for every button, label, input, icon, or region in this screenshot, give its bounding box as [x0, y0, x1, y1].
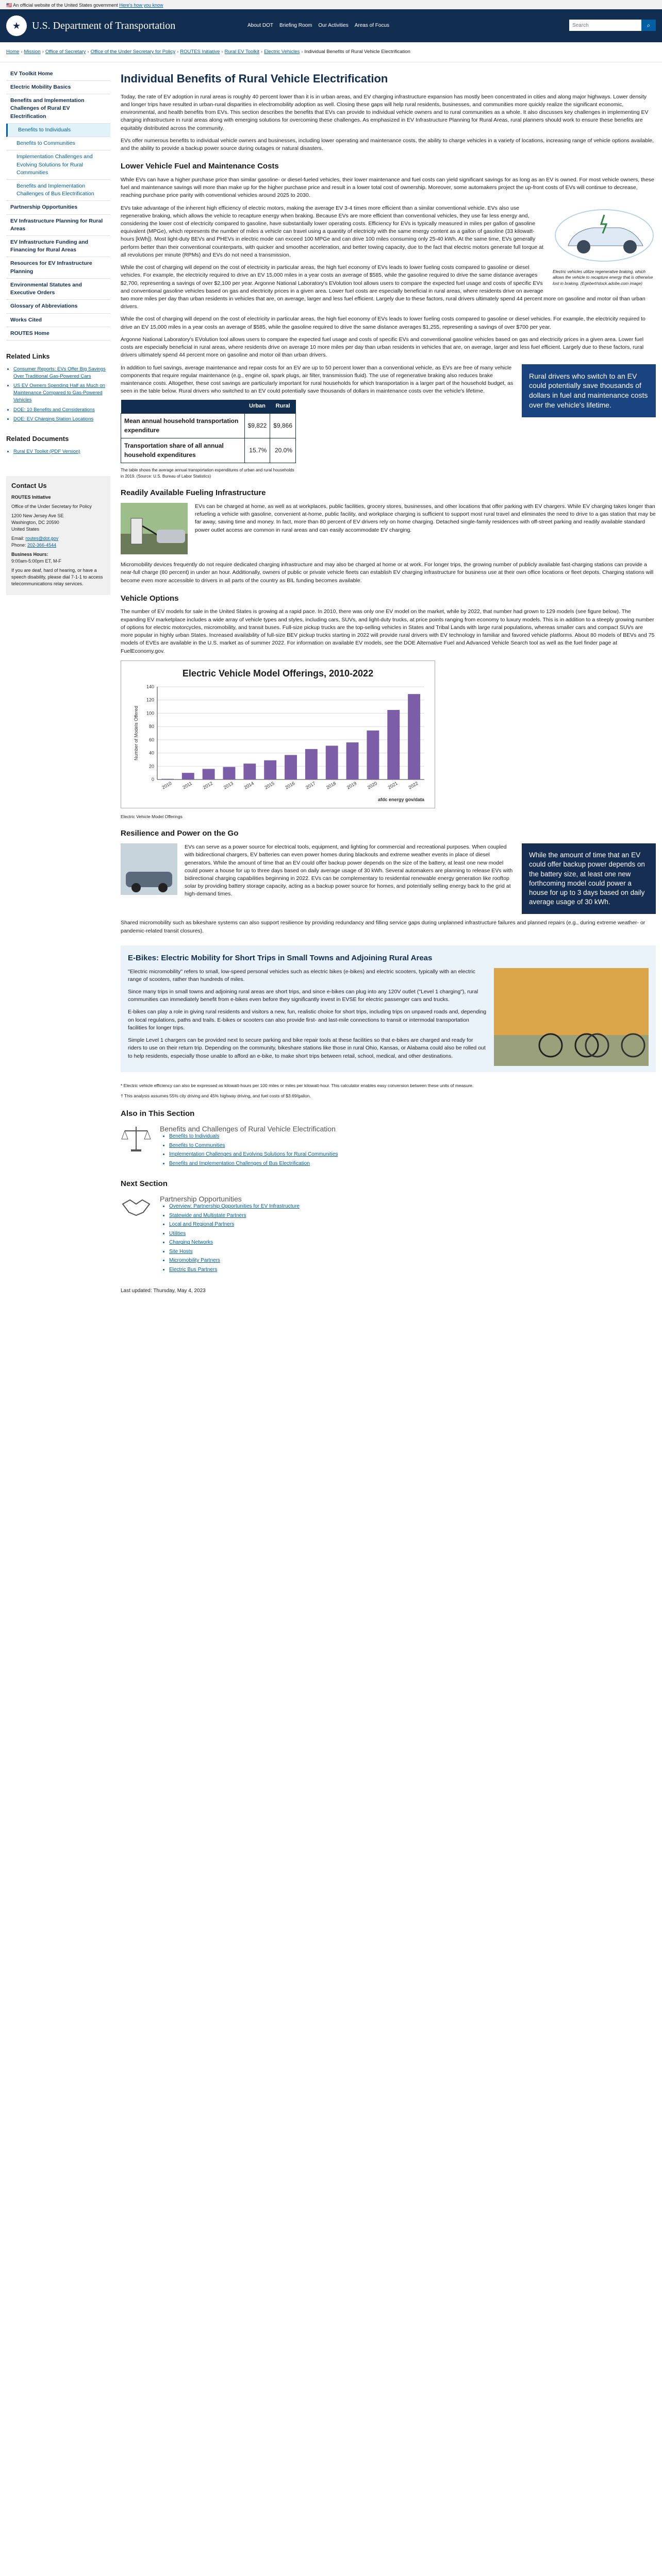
x-tick-label: 2019 — [345, 780, 358, 790]
costs-paragraph-3: While the cost of charging will depend on the cost of electricity in particular areas, the high fuel economy of EVs leads to lower fueling costs compared to gasoline or diesel vehicles. For example, the electricity required to drive an EV 15,000 miles in a year costs an average of $585, while the gasoline required to drive the same distance averages $2,700, representing a savings of over $2,100 per year. Argonne National Laboratory's EVolution tool allows users to compare the expected fuel usage and costs of specific EVs and conventional gasoline vehicles based on gas and electricity prices in a given area. Lower fuel costs are especially beneficial in rural areas, where residents drive on average two more miles per day than urban residents in vehicles that are, on average, larger and less fuel efficient. Largely due to these factors, rural drivers ultimately spend 44 percent more on gasoline and motor oil than urban drivers. — [121, 264, 646, 310]
breadcrumb-item: Individual Benefits of Rural Vehicle Electrification — [304, 49, 410, 55]
ebike-paragraph-3: E-bikes can play a role in giving rural residents and visitors a new, fun, realistic choice for short trips, including trips on unpaved roads and, depending on local regulations, paths and trails. E-bikes or scooters can also provide first- and last-mile connections to transit or intermodal transportation facilities for longer trips. — [128, 1009, 487, 1031]
intro-paragraph-2: EVs offer numerous benefits to individual vehicle owners and businesses, including lower operating and maintenance costs, the ability to charge vehicles in a variety of locations, increasing range of vehicle options available, and the ability to provide a backup power source during outages or natural disasters. — [121, 137, 654, 151]
chart-bar — [243, 764, 256, 779]
handshake-icon — [121, 1194, 152, 1219]
x-tick-label: 2011 — [181, 781, 193, 790]
main-content — [110, 62, 656, 1295]
chart-bar — [367, 731, 379, 779]
section-title-resilience: Resilience and Power on the Go — [121, 829, 239, 838]
breadcrumb-item[interactable]: Home — [6, 49, 20, 55]
ebike-title: E-Bikes: Electric Mobility for Short Trips in Small Towns and Adjoining Rural Areas — [128, 953, 433, 962]
contact-org: ROUTES Initiative — [11, 494, 51, 500]
agency-name[interactable]: U.S. Department of Transportation — [32, 20, 176, 31]
x-tick-label: 2014 — [243, 780, 255, 790]
sidebar-item[interactable]: Benefits to Communities — [6, 137, 110, 150]
search-button[interactable] — [641, 20, 656, 31]
dot-seal-icon[interactable]: ★ — [6, 15, 27, 36]
col-rural: Rural — [270, 400, 296, 413]
sidebar-item[interactable]: Implementation Challenges and Evolving Solutions for Rural Communities — [6, 150, 110, 180]
sidebar-nav — [6, 67, 110, 341]
contact-tty: If you are deaf, hard of hearing, or have a speech disability, please dial 7-1-1 to access telecommunications relay services. — [11, 568, 103, 587]
x-tick-label: 2013 — [222, 780, 235, 790]
chart-title: Electric Vehicle Model Offerings, 2010-2022 — [182, 668, 374, 679]
regen-braking-caption: Electric vehicles utilize regenerative braking, which allows the vehicle to recapture energy that is otherwise lost in braking. (Egebert/stock.adobe.com image) — [553, 269, 653, 286]
table-header-row — [121, 400, 296, 413]
search-input[interactable] — [569, 20, 641, 31]
nav-activities[interactable]: Our Activities — [318, 22, 349, 28]
chart-bar — [264, 760, 276, 779]
breadcrumb — [0, 42, 662, 62]
ebike-paragraph-4: Simple Level 1 chargers can be provided next to secure parking and bike repair tools at these facilities so that e-bikes are charged and ready for riders to use on their return trip. Depending on the community, bikeshare stations like those in rural Ohio, Kansas, or Alabama could also be rolled out to help residents, especially those unable to afford an e-bike, to make short trips between retail, school, medical, and other destinations. — [128, 1037, 486, 1059]
ev-car-illustration — [553, 205, 656, 266]
related-link[interactable]: • US EV Owners Spending Half as Much on Maintenance Compared to Gas-Powered Vehicles — [13, 382, 110, 403]
breadcrumb-separator-icon: › — [42, 49, 44, 55]
chart-bar — [203, 769, 215, 779]
related-docs-list — [6, 448, 110, 455]
breadcrumb-separator-icon: › — [21, 49, 23, 55]
x-tick-label: 2021 — [387, 780, 399, 790]
x-tick-label: 2012 — [202, 780, 214, 790]
scales-icon — [121, 1124, 152, 1153]
fueling-paragraph-1: EVs can be charged at home, as well as at workplaces, public facilities, grocery stores, businesses, and other locations that offer parking with EV chargers. While EV charging takes longer than refueling a vehicle with gasoline, convenient at-home, public facility, and workplace charging is sufficient to support most rural travel and eliminates the need to drive to a gas station that may be far away, saving time and money. In fact, more than 80 percent of EV drivers rely on home charging. Detached single-family residences with off-street parking and readily available standard power outlet access are common in rural areas and can easily accommodate EV charging. — [195, 503, 656, 533]
ebike-image — [494, 968, 649, 1066]
sidebar-item[interactable]: Electric Mobility Basics — [6, 81, 110, 94]
also-link[interactable]: • Benefits to Communities — [169, 1142, 338, 1150]
related-link[interactable]: • DOE: EV Charging Station Locations — [13, 416, 110, 423]
contact-office: Office of the Under Secretary for Policy — [11, 503, 92, 509]
sidebar-item[interactable]: Glossary of Abbreviations — [6, 300, 110, 313]
y-tick-label: 0 — [151, 776, 154, 782]
charging-photo — [121, 503, 188, 557]
ebike-paragraph-2: Since many trips in small towns and adjoining rural areas are short trips, and since e-bikes can plug into any 120V outlet ("Level 1 charging"), rural communities can immediately benefit from e-bikes even before they significantly invest in EVSE for electric passenger cars and trucks. — [128, 989, 478, 1003]
chart-bar — [223, 767, 236, 779]
ebike-paragraph-1: "Electric micromobility" refers to small, low-speed personal vehicles such as electric bikes (e-bikes) and electric scooters, typically with an electric range of scooters, rather than hundreds of miles. — [128, 968, 475, 982]
breadcrumb-item[interactable]: Office of Secretary — [45, 49, 86, 55]
related-docs-title: Related Documents — [6, 435, 69, 443]
resilience-callout: While the amount of time that an EV could offer backup power depends on the battery size, at least one new forthcoming model could power a house for up to 3 days based on daily average usage of 30 kWh. — [522, 843, 656, 914]
next-link[interactable]: • Micromobility Partners — [169, 1257, 300, 1265]
breadcrumb-separator-icon: › — [301, 49, 303, 55]
breadcrumb-separator-icon: › — [87, 49, 89, 55]
intro-paragraph: Today, the rate of EV adoption in rural areas is roughly 40 percent lower than it is in urban areas, and EV charging infrastructure expansion has mostly been concentrated in cities and along major highways. Lower density and longer trips have resulted in urban-rural disparities in electromobility adoption as well. Closing these gaps will help rural residents, businesses, and communities more quickly realize the significant economic, environmental, and health benefits from EVs. This section describes the benefits that EVs can provide to individual vehicle owners and to rural communities as a whole. It also discusses key challenges in implementing EV charging infrastructure in rural areas along with emerging solutions for overcoming these challenges. As emphasized in EV Infrastructure Planning for Rural Areas, rural planners should work to ensure these benefits are equitably distributed across the community. — [121, 93, 649, 131]
next-link[interactable]: • Site Hosts — [169, 1248, 300, 1256]
y-tick-label: 100 — [146, 710, 154, 716]
breadcrumb-item[interactable]: Office of the Under Secretary for Policy — [90, 49, 176, 55]
contact-addr1: 1200 New Jersey Ave SE — [11, 513, 64, 518]
chart-bar — [326, 745, 338, 779]
y-axis-label: Number of Models Offered — [134, 705, 139, 760]
x-tick-label: 2022 — [407, 780, 419, 790]
section-title-options: Vehicle Options — [121, 594, 179, 603]
col-urban: Urban — [244, 400, 270, 413]
sidebar-item[interactable]: Benefits and Implementation Challenges of Bus Electrification — [6, 180, 110, 201]
sidebar-item[interactable]: Benefits to Individuals — [6, 124, 110, 137]
sidebar-item[interactable]: Environmental Statutes and Executive Orders — [6, 279, 110, 300]
resilience-paragraph-2: Shared micromobility such as bikeshare systems can also support resilience by providing redundancy and filling service gaps during unplanned infrastructure failures and planned repairs (e.g., during extreme weather- or pandemic-related transit closures). — [121, 920, 646, 934]
x-tick-label: 2015 — [263, 780, 275, 790]
breadcrumb-item[interactable]: ROUTES Initiative — [180, 49, 220, 55]
related-link[interactable]: • DOE: 10 Benefits and Considerations — [13, 406, 110, 414]
chart-bar — [182, 773, 194, 779]
breadcrumb-item[interactable]: Mission — [24, 49, 41, 55]
x-tick-label: 2010 — [161, 780, 173, 790]
sidebar — [6, 62, 110, 1295]
ebike-box — [121, 945, 656, 1072]
sidebar-item[interactable]: Resources for EV Infrastructure Planning — [6, 257, 110, 278]
also-links — [160, 1133, 338, 1167]
nav-about[interactable]: About DOT — [247, 22, 274, 28]
costs-paragraph-4: While the cost of charging will depend on the cost of electricity in particular areas, the high fuel economy of EVs leads to lower fueling costs compared to gasoline or diesel vehicles. For example, the electricity required to drive an EV 15,000 miles in a year costs an average of $585, while the gasoline required to drive the same distance averages $1,255, representing a savings of over $700 per year. — [121, 316, 646, 330]
breadcrumb-item[interactable]: Electric Vehicles — [264, 49, 300, 55]
sidebar-item[interactable]: Works Cited — [6, 314, 110, 327]
footnote-1: * Electric vehicle efficiency can also be expressed as kilowatt-hours per 100 miles or miles per kilowatt-hour. This calculator enables easy conversion between these units of measure. — [121, 1082, 474, 1088]
nav-focus[interactable]: Areas of Focus — [354, 22, 390, 28]
also-subtitle: Benefits and Challenges of Rural Vehicle Electrification — [160, 1125, 336, 1133]
chart-bar — [285, 755, 297, 779]
contact-country: United States — [11, 526, 40, 532]
next-link[interactable]: • Utilities — [169, 1230, 300, 1238]
also-link[interactable]: • Implementation Challenges and Evolving Solutions for Rural Communities — [169, 1151, 338, 1159]
doc-link[interactable]: • Rural EV Toolkit (PDF Version) — [13, 448, 110, 455]
also-link[interactable]: • Benefits and Implementation Challenges of Bus Electrification — [169, 1160, 338, 1168]
footnote-2: † This analysis assumes 55% city driving and 45% highway driving, and fuel costs of $3.69/gallon. — [121, 1093, 311, 1099]
contact-box: Contact Us ROUTES Initiative Office of the Under Secretary for Policy 1200 New Jersey Ave SE Washington, DC 20590 United States Email: routes@dot.gov Phone: 202-366-4544 Business Hours: 9:00am-5:00pm ET, M-F If you are deaf, hard of hearing, or have a speech disability, please dial 7-1-1 to access telecommunications relay services. — [6, 476, 110, 595]
contact-title: Contact Us — [11, 481, 47, 489]
chart-caption: Electric Vehicle Model Offerings — [121, 814, 183, 819]
sidebar-item[interactable]: EV Toolkit Home — [6, 67, 110, 81]
nav-briefing[interactable]: Briefing Room — [279, 22, 312, 28]
x-tick-label: 2020 — [366, 780, 378, 790]
y-tick-label: 60 — [148, 737, 154, 742]
costs-paragraph-6: In addition to fuel savings, average maintenance and repair costs for an EV are up to 50 percent lower than a conventional vehicle, as EVs are free of many vehicle components that require regular maintenance (e.g., engine oil, spark plugs, air filter, transmission fluid). The use of regenerative braking also reduces brake maintenance costs. Altogether, these cost savings are particularly important for rural households for which transportation is a larger part of the household budget, as seen in the table below. Rural drivers who switched to an EV could potentially save thousands of dollars in maintenance costs over the vehicle's lifetime. — [121, 364, 514, 395]
next-link[interactable]: • Electric Bus Partners — [169, 1266, 300, 1274]
y-tick-label: 80 — [148, 723, 154, 729]
chart-bar — [387, 710, 400, 779]
section-title-costs: Lower Vehicle Fuel and Maintenance Costs — [121, 162, 279, 171]
next-section — [121, 1178, 656, 1275]
how-you-know-link[interactable]: Here's how you know — [119, 3, 163, 8]
next-links — [160, 1203, 300, 1274]
contact-addr2: Washington, DC 20590 — [11, 519, 59, 525]
costs-paragraph-5: Argonne National Laboratory's EVolution tool allows users to compare the expected fuel usage and costs of specific EVs and conventional gasoline vehicles based on gas and electricity prices in a given area. Lower fuel costs are especially beneficial in rural areas, where residents drive on average 10 more miles per day than urban residents in vehicles that are, on average, larger and less fuel efficient. Largely due to these factors, rural drivers ultimately spend 44 percent more on gasoline and motor oil than urban drivers. — [121, 336, 644, 359]
section-title-fueling: Readily Available Fueling Infrastructure — [121, 488, 266, 498]
x-tick-label: 2017 — [305, 780, 317, 790]
sidebar-item[interactable]: Partnership Opportunities — [6, 201, 110, 214]
y-tick-label: 20 — [148, 764, 154, 769]
chart-bar — [346, 742, 359, 779]
breadcrumb-item[interactable]: Rural EV Toolkit — [224, 49, 259, 55]
related-links-list — [6, 366, 110, 423]
chart-svg — [121, 661, 435, 805]
chart-bar — [305, 749, 318, 779]
gov-banner: 🇺🇸 An official website of the United States government Here's how you know — [0, 0, 662, 9]
last-updated: Last updated: Thursday, May 4, 2023 — [121, 1288, 206, 1294]
breadcrumb-separator-icon: › — [221, 49, 223, 55]
sidebar-item[interactable]: Benefits and Implementation Challenges of Rural EV Electrification — [6, 94, 110, 124]
also-link[interactable]: • Benefits to Individuals — [169, 1133, 338, 1141]
table-row: Transportation share of all annual household expenditures 15.7% 20.0% — [121, 438, 296, 463]
related-links-title: Related Links — [6, 352, 50, 361]
y-tick-label: 40 — [148, 750, 154, 756]
costs-paragraph-1: While EVs can have a higher purchase price than similar gasoline- or diesel-fueled vehicles, their lower maintenance and fuel costs can yield significant savings for as long as an EV is owned. For most vehicle owners, these fuel and maintenance savings will more than make up for the higher purchase price and result in a lower total cost of ownership. Moreover, some automakers project the up-front costs of EVs will continue to decrease, reaching purchase price parity with conventional vehicles around 2025 to 2030. — [121, 176, 654, 199]
next-link[interactable]: • Overview: Partnership Opportunities for EV Infrastructure — [169, 1203, 300, 1211]
next-link[interactable]: • Statewide and Multistate Partners — [169, 1212, 300, 1220]
y-tick-label: 140 — [146, 684, 154, 689]
breadcrumb-separator-icon: › — [260, 49, 263, 55]
site-header — [0, 9, 662, 42]
main-nav — [247, 9, 389, 42]
table-row: Mean annual household transportation expenditure $9,822 $9,866 — [121, 414, 296, 438]
search-box — [569, 20, 656, 31]
ev-model-chart — [121, 660, 435, 808]
chart-bar — [161, 778, 174, 779]
flag-icon: 🇺🇸 — [6, 3, 12, 8]
search-icon: ⌕ — [647, 21, 651, 29]
next-subtitle: Partnership Opportunities — [160, 1195, 242, 1204]
contact-phone[interactable]: 202-366-4544 — [27, 542, 57, 548]
ebike-photo — [494, 968, 649, 1069]
y-tick-label: 120 — [146, 697, 154, 703]
page-title: Individual Benefits of Rural Vehicle Electrification — [121, 72, 388, 85]
contact-email[interactable]: routes@dot.gov — [25, 535, 59, 541]
regen-braking-figure — [553, 205, 656, 287]
next-link[interactable]: • Local and Regional Partners — [169, 1221, 300, 1229]
x-tick-label: 2016 — [284, 780, 296, 790]
next-title: Next Section — [121, 1179, 168, 1189]
chart-bar — [408, 694, 420, 779]
power-photo — [121, 843, 177, 897]
also-title: Also in This Section — [121, 1109, 195, 1118]
sidebar-item[interactable]: EV Infrastructure Funding and Financing for Rural Areas — [6, 236, 110, 257]
charging-station-image — [121, 503, 188, 554]
options-paragraph: The number of EV models for sale in the United States is growing at a rapid pace. In 2010, there was only one EV model on the market, while by 2022, that number had grown to 129 models (see figure below). The expanding EV marketplace includes a wide array of vehicle types and styles, including cars, SUVs, and light-duty trucks, at price points ranging from economy to luxury models. This is in addition to a steeply growing number of options for electric motorcycles, micromobility, and transit buses. Full-size pickup trucks are the top-selling vehicles in States and Tribal Lands with large rural populations, whereas smaller cars and compact SUVs are more popular in highly urban States. Increased availability of full-size BEV pickup trucks starting in 2022 will provide rural drivers with EV technology in familiar and favored vehicle platforms. About 80 models of BEVs and 75 models of EVEs are available in the U.S. market as of summer 2022. For information on available EV models, see the DOE Alternative Fuel and Advanced Vehicle Search tool as well as the fuel finder page at FuelEconomy.gov. — [121, 608, 655, 654]
expenditure-table — [121, 400, 296, 463]
savings-callout: Rural drivers who switch to an EV could potentially save thousands of dollars in fuel and maintenance costs over the vehicle's lifetime. — [522, 364, 656, 418]
related-link[interactable]: • Consumer Reports: EVs Offer Big Savings Over Traditional Gas-Powered Cars — [13, 366, 110, 380]
fueling-paragraph-2: Micromobility devices frequently do not require dedicated charging infrastructure and may also be charged at home or at work. For longer trips, the growing number of publicly available fast-charging stations can provide a near-full charge (80 percent) in under an hour. Additionally, owners of public or private vehicle fleets can establish EV charging infrastructure for business use at their own office locations or fleet depots. Charging stations will become even more accessible to drivers in all parts of the country as BIL funding becomes available. — [121, 562, 654, 584]
table-caption: The table shows the average annual transportation expenditures of urban and rural households in 2019. (Source: U.S. Bureau of Labor Statistics) — [121, 467, 294, 479]
contact-hours: 9:00am-5:00pm ET, M-F — [11, 558, 62, 564]
x-tick-label: 2018 — [325, 780, 337, 790]
also-in-section — [121, 1108, 656, 1169]
next-link[interactable]: • Charging Networks — [169, 1239, 300, 1247]
ev-power-image — [121, 843, 177, 895]
sidebar-item[interactable]: EV Infrastructure Planning for Rural Areas — [6, 215, 110, 236]
resilience-paragraph-1: EVs can serve as a power source for electrical tools, equipment, and lighting for commercial and recreational purposes. When coupled with bidirectional chargers, EV batteries can even power homes during blackouts and extreme weather events in place of diesel generators. While the amount of time that an EV could offer backup power depends on the size of the battery, at least one new model could power a house for up to three days based on daily average usage of 30 kWh. Several automakers are planning to release EVs with bidirectional charging capabilities beginning in 2022. EVs can be complementary to residential renewable energy generation like rooftop solar by providing battery storage capacity, acting as a backup power source for homes, and potentially selling energy back to the grid at high-demand times. — [185, 844, 513, 897]
sidebar-item[interactable]: ROUTES Home — [6, 327, 110, 341]
chart-source: afdc energy gov/data — [377, 796, 424, 802]
costs-paragraph-2: EVs take advantage of the inherent high efficiency of electric motors, making the average EV 3-4 times more efficient than a similar conventional vehicle. EVs also use regenerative braking, which allows the vehicle to recapture energy when braking. Because EVs are more efficient than conventional vehicles, they use far less energy and, considering the lower cost of electricity compared to gasoline, have substantially lower operating costs. Efficiency for EVs is typically measured in miles per gallon of gasoline equivalent (MPGe), which represents the number of miles a vehicle can travel using a quantity of electricity with the same energy content as a gallon of gasoline (33 kilowatt-hours [kWh]). Most light-duty BEVs and PHEVs in electric mode can exceed 100 MPGe and can drive 100 miles consuming only 25-40 kWh. At the same time, EVs generally perform better than their conventional counterparts, with quicker and smoother acceleration, and better towing capacity, due to the fact that electric motors generate full torque at all revolutions per minute (RPMs) and EVs do not need a transmission. — [121, 205, 543, 258]
breadcrumb-separator-icon: › — [177, 49, 179, 55]
